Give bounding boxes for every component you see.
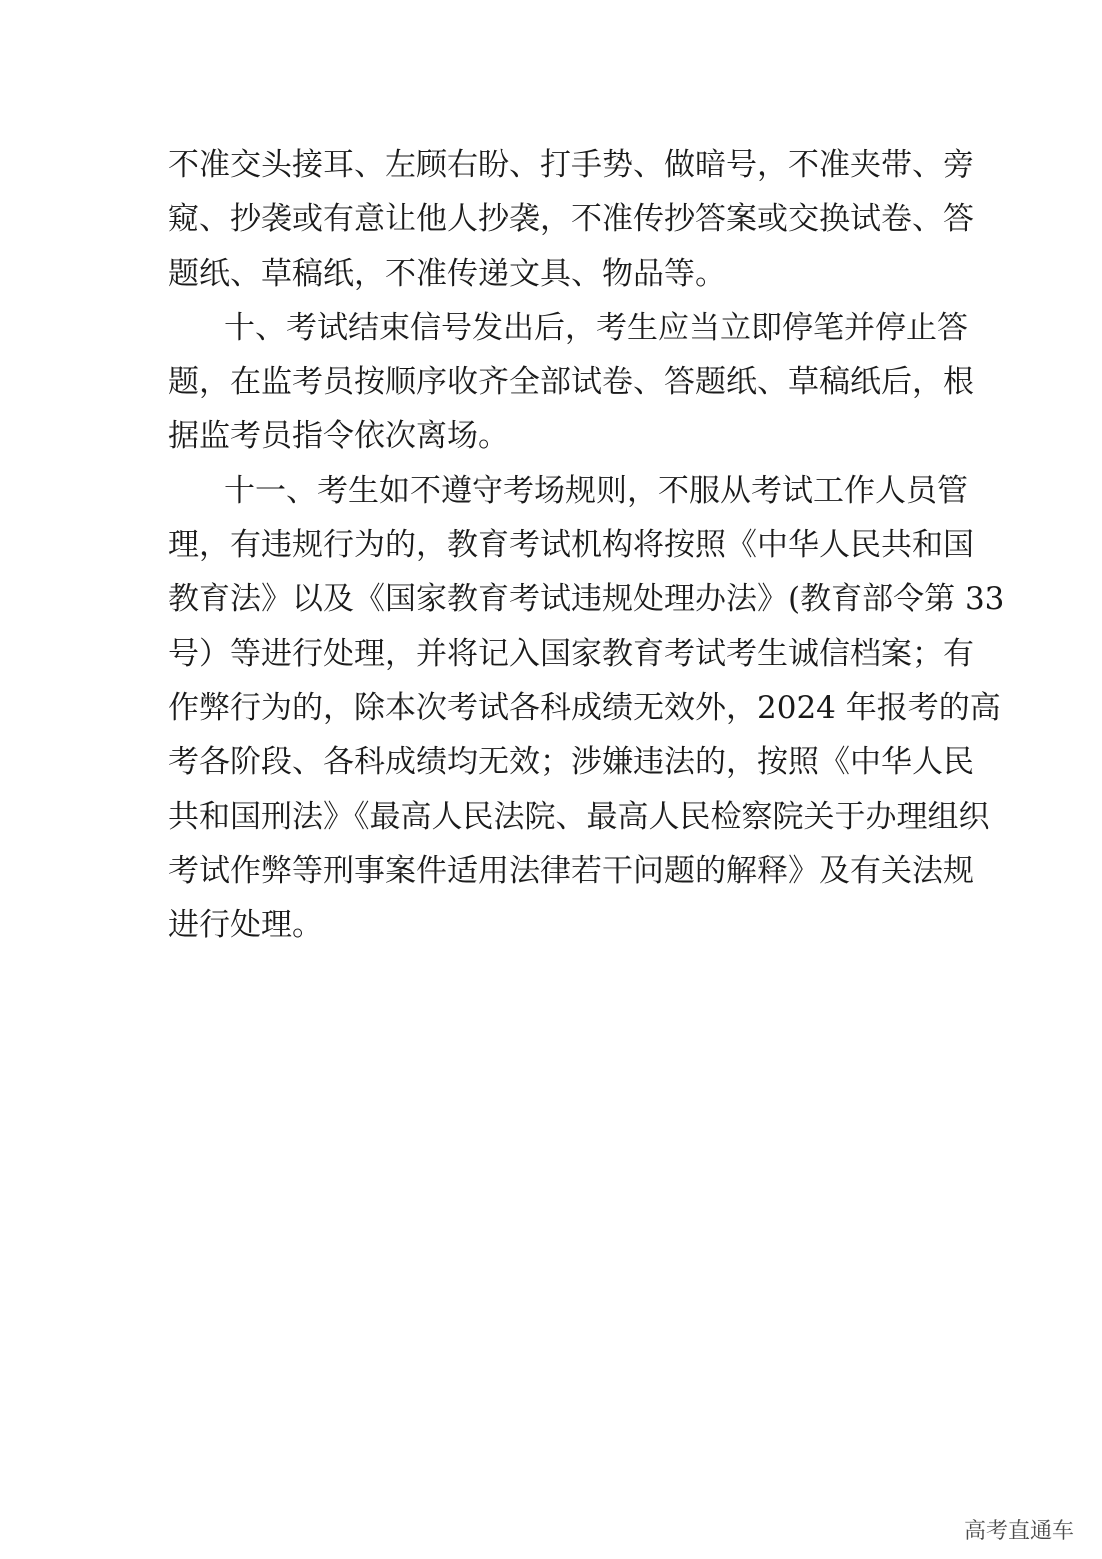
paragraph-1-line-3: 题纸、草稿纸，不准传递文具、物品等。 (168, 255, 726, 292)
paragraph-2-line-3: 据监考员指令依次离场。 (168, 418, 509, 455)
document-body (168, 138, 1005, 952)
paragraph-2-line-2: 题，在监考员按顺序收齐全部试卷、答题纸、草稿纸后，根 (168, 364, 974, 401)
paragraph-3-line-6: 考各阶段、各科成绩均无效；涉嫌违法的，按照《中华人民 (168, 744, 974, 781)
paragraph-3-line-7: 共和国刑法》《最高人民法院、最高人民检察院关于办理组织 (168, 798, 990, 835)
paragraph-3-line-3: 教育法》以及《国家教育考试违规处理办法》(教育部令第 33 (168, 581, 1005, 618)
paragraph-3-line-5: 作弊行为的，除本次考试各科成绩无效外，2024 年报考的高 (168, 689, 1001, 726)
paragraph-2-line-1: 十、考试结束信号发出后，考生应当立即停笔并停止答 (224, 309, 968, 346)
paragraph-1-line-2: 窥、抄袭或有意让他人抄袭，不准传抄答案或交换试卷、答 (168, 201, 974, 238)
watermark-text: 高考直通车 (963, 1519, 1074, 1544)
paragraph-3-line-2: 理，有违规行为的，教育考试机构将按照《中华人民共和国 (168, 527, 974, 564)
paragraph-3-line-4: 号）等进行处理，并将记入国家教育考试考生诚信档案；有 (168, 635, 974, 672)
paragraph-3-line-1: 十一、考生如不遵守考场规则，不服从考试工作人员管 (224, 472, 968, 509)
paragraph-3-line-9: 进行处理。 (168, 907, 323, 944)
paragraph-1-line-1: 不准交头接耳、左顾右盼、打手势、做暗号，不准夹带、旁 (168, 147, 974, 183)
paragraph-3-line-8: 考试作弊等刑事案件适用法律若干问题的解释》及有关法规 (168, 852, 974, 889)
